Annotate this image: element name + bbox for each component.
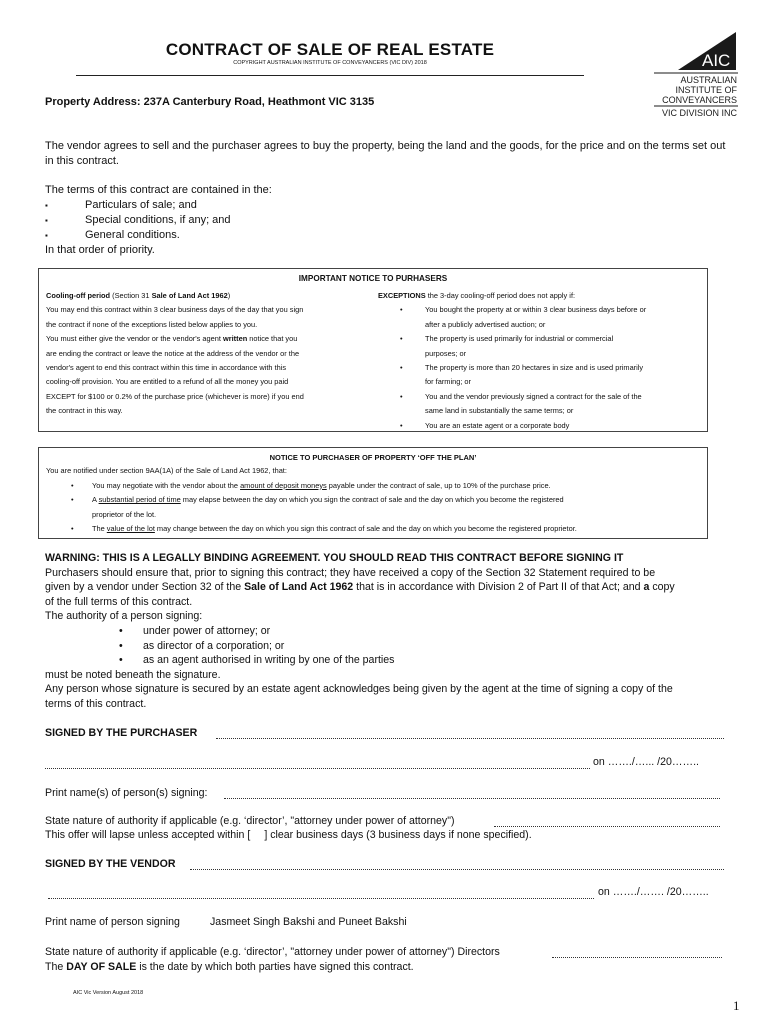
square-bullet-icon: ▪ [45,231,48,240]
page-number: 1 [733,998,740,1013]
intro-paragraph: The vendor agrees to sell and the purchaser agrees to buy the property, being the land and the goods, for the price and on the terms set out in this contract. [45,140,726,167]
exception-item: • The property is used primarily for industrial or commercial purposes; or [400,334,614,358]
bullet-icon: • [400,420,403,430]
vendor-signature-field[interactable] [190,869,724,870]
bullet-icon: • [400,334,403,344]
purchaser-authority-label: State nature of authority if applicable (e.g. ‘director’, "attorney under power of attorney") [45,815,455,827]
terms-item: ▪ General conditions. [45,229,180,241]
terms-item: ▪ Particulars of sale; and [45,199,197,211]
exception-item: • You bought the property at or within 3 clear business days before or after a publicly advertised auction; or [400,305,647,329]
document-title: CONTRACT OF SALE OF REAL ESTATE [165,40,495,59]
terms-footer: In that order of priority. [45,244,155,256]
day-of-sale-note: The DAY OF SALE is the date by which both parties have signed this contract. [45,961,414,973]
purchaser-signature-field-2[interactable] [45,768,590,769]
vendor-signature-field-2[interactable] [48,898,594,899]
purchaser-signature-field[interactable] [216,738,724,739]
purchaser-date-field[interactable]: on ……./…... /20…….. [593,756,699,768]
logo-mark: AIC [702,51,731,70]
off-the-plan-title: NOTICE TO PURCHASER OF PROPERTY ‘OFF THE PLAN’ [269,453,477,462]
vendor-authority-field[interactable] [552,957,722,958]
terms-section [45,183,735,258]
authority-item: • as director of a corporation; or [119,639,285,652]
vendor-print-name-label: Print name of person signing [45,916,180,928]
authority-item: • as an agent authorised in writing by one of the parties [119,654,395,667]
bullet-icon: • [119,639,123,652]
property-address: Property Address: 237A Canterbury Road, Heathmont VIC 3135 [45,96,375,108]
bullet-icon: • [119,624,123,637]
version-footer: AIC Vic Version August 2018 [73,990,144,996]
off-the-plan-item: • The value of the lot may change between the day on which you sign this contract of sale and the day on which you become the registered proprietor. [46,522,701,537]
terms-item: ▪ Special conditions, if any; and [45,214,231,226]
logo-line2: INSTITUTE OF [675,85,737,95]
logo-line3: CONVEYANCERS [662,95,737,105]
off-the-plan-item: • A substantial period of time may elapse between the day on which you sign the contract of sale and the day on which you become the registered proprietor of the lot. [71,495,564,519]
cooling-off-column: Cooling-off period (Section 31 Sale of Land Act 1962) You may end this contract within 3 clear business days of the day that you sign the contract if none of the exceptions listed below applies to you. You must either give the vendor or the vendor's agent written notice that you are ending the contract or leave the notice at the address of the vendor or the vendor's agent to end this contract within this time in accordance with this cooling-off provision. You are entitled to a refund of all the money you paid EXCEPT for $100 or 0.2% of the purchase price (whichever is more) if you end the contract in this way. [46,291,304,416]
purchaser-print-name-field[interactable] [224,798,720,799]
exception-item: • The property is more than 20 hectares in size and is used primarily for farming; or [400,363,644,387]
signed-by-purchaser-label: SIGNED BY THE PURCHASER [45,727,198,739]
warning-heading: WARNING: THIS IS A LEGALLY BINDING AGREEMENT. YOU SHOULD READ THIS CONTRACT BEFORE SIGNING IT [45,552,624,564]
offer-lapse-text: This offer will lapse unless accepted within [ ] clear business days (3 business days if none specified). [45,829,532,841]
exceptions-column: EXCEPTIONS the 3-day cooling-off period does not apply if: • You bought the property at or within 3 clear business days before or after a publicly advertised auction; or • The property is used primarily for industrial or commercial purposes; or • The property is more than 20 hectares in size and is used primarily for farming; or • You and the vendor previously signed a contract for the sale of the same land in substantially the same terms; or • You are an estate agent or a corporate body [378,289,703,433]
bullet-icon: • [71,495,74,505]
square-bullet-icon: ▪ [45,216,48,225]
bullet-icon: • [71,480,74,490]
authority-item: • under power of attorney; or [119,624,271,637]
exception-item: • You are an estate agent or a corporate body [378,419,703,433]
off-the-plan-item: • You may negotiate with the vendor about the amount of deposit moneys payable under the contract of sale, up to 10% of the purchase price. [46,479,701,494]
off-the-plan-notice-box [38,447,708,539]
copyright-line: COPYRIGHT AUSTRALIAN INSTITUTE OF CONVEYANCERS (VIC DIV) 2018 [233,60,427,66]
vendor-authority-label: State nature of authority if applicable (e.g. ‘director’, "attorney under power of attorney") Directors [45,946,500,958]
signed-by-vendor-label: SIGNED BY THE VENDOR [45,858,176,870]
vendor-print-name-value[interactable]: Jasmeet Singh Bakshi and Puneet Bakshi [210,916,407,928]
purchaser-authority-field[interactable] [494,826,720,827]
important-notice-title: IMPORTANT NOTICE TO PURHASERS [298,274,448,283]
bullet-icon: • [400,391,403,401]
logo-line4: VIC DIVISION INC [661,108,737,118]
exception-item: • You and the vendor previously signed a contract for the sale of the same land in substantially the same terms; or [400,391,642,416]
vendor-date-field[interactable]: on ……./……. /20…….. [598,886,709,898]
title-divider [76,75,584,76]
logo-line1: AUSTRALIAN [680,75,737,85]
square-bullet-icon: ▪ [45,201,48,210]
off-the-plan-body: You are notified under section 9AA(1A) of the Sale of Land Act 1962, that: • You may negotiate with the vendor about the amount of deposit moneys payable under the contract of sale, up to 10% of the purchase price. • A substantial period of time may elapse between the day on which you sign the contract of sale and the day on which you become the registered proprietor of the lot. • The value of the lot may change between the day on which you sign this contract of sale and the day on which you become the registered proprietor. [46,464,701,537]
terms-heading: The terms of this contract are contained in the: [45,184,272,196]
warning-section: WARNING: THIS IS A LEGALLY BINDING AGREEMENT. YOU SHOULD READ THIS CONTRACT BEFORE SIGNING IT Purchasers should ensure that, prior to signing this contract; they have received a copy of the Section 32 Statement required to be given by a vendor under Section 32 of the Sale of Land Act 1962 that is in accordance with Division 2 of Part II of that Act; and a copy of the full terms of this contract. The authority of a person signing: • under power of attorney; or • as director of a corporation; or • as an agent authorised in writing by one of the parties must be noted beneath the signature. Any person whose signature is secured by an estate agent acknowledges being given by the agent at the time of signing a copy of the terms of this contract. [45,551,745,712]
bullet-icon: • [119,654,123,667]
important-notice-box [38,268,708,432]
bullet-icon: • [400,305,403,315]
aic-logo-icon [640,32,738,122]
bullet-icon: • [400,363,403,373]
bullet-icon: • [71,524,74,534]
purchaser-print-name-label: Print name(s) of person(s) signing: [45,787,208,799]
aic-logo [640,32,738,122]
